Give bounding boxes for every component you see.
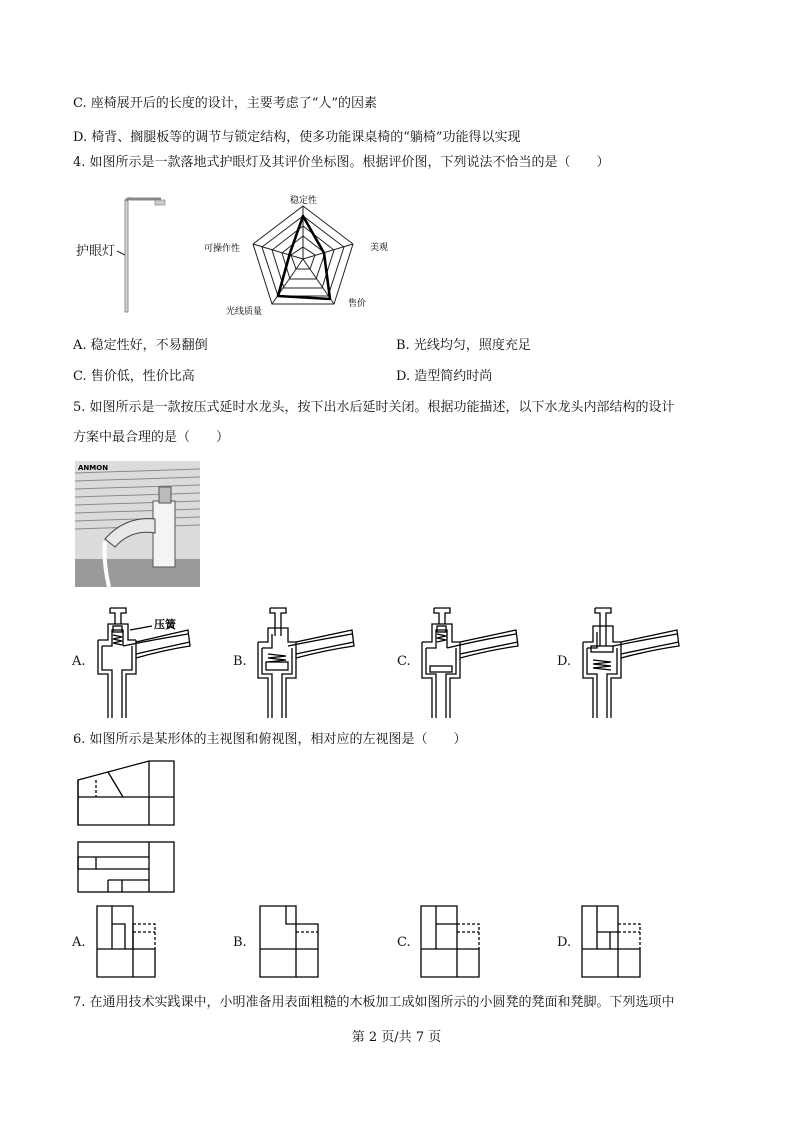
q5-option-a-label: A. bbox=[72, 654, 86, 669]
radar-chart-figure bbox=[200, 193, 400, 318]
q6-main-and-top-views bbox=[76, 758, 176, 894]
page-footer: 第 2 页/共 7 页 bbox=[351, 1030, 442, 1045]
q6-option-d-label: D. bbox=[557, 935, 572, 950]
q6-option-a-diagram bbox=[95, 904, 165, 979]
q4-option-a: A. 稳定性好，不易翻倒 bbox=[73, 338, 208, 353]
q5-option-b-diagram bbox=[252, 606, 362, 718]
radar-axis-price: 售价 bbox=[348, 299, 367, 309]
photo-brand: ANMON bbox=[78, 464, 109, 472]
q5-stem-line2: 方案中最合理的是（ ） bbox=[73, 430, 230, 445]
q6-option-c-label: C. bbox=[397, 935, 411, 950]
q6-option-a-label: A. bbox=[72, 935, 86, 950]
radar-axis-appearance: 美观 bbox=[370, 243, 389, 253]
q4-option-c: C. 售价低，性价比高 bbox=[73, 369, 195, 384]
q6-stem: 6. 如图所示是某形体的主视图和俯视图，相对应的左视图是（ ） bbox=[73, 732, 467, 747]
radar-axis-operability: 可操作性 bbox=[204, 244, 241, 254]
q5-option-c-label: C. bbox=[397, 654, 411, 669]
q5-option-d-diagram bbox=[577, 606, 687, 718]
q4-option-d: D. 造型简约时尚 bbox=[396, 369, 493, 384]
spring-label: 压簧 bbox=[154, 618, 176, 631]
q3-option-c: C. 座椅展开后的长度的设计，主要考虑了“人”的因素 bbox=[73, 96, 378, 111]
radar-axis-stability: 稳定性 bbox=[290, 196, 318, 206]
q6-option-b-label: B. bbox=[233, 935, 247, 950]
q5-option-b-label: B. bbox=[233, 654, 247, 669]
q6-option-d-diagram bbox=[580, 904, 650, 979]
q3-option-d: D. 椅背、搁腿板等的调节与锁定结构，使多功能课桌椅的“躺椅”功能得以实现 bbox=[73, 130, 521, 145]
q4-option-b: B. 光线均匀，照度充足 bbox=[396, 338, 531, 353]
faucet-photo bbox=[75, 461, 200, 587]
q4-stem: 4. 如图所示是一款落地式护眼灯及其评价坐标图。根据评价图，下列说法不恰当的是（ ） bbox=[73, 155, 610, 170]
q5-option-a-diagram bbox=[92, 606, 220, 718]
lamp-label: 护眼灯 bbox=[76, 244, 116, 259]
radar-axis-light-quality: 光线质量 bbox=[226, 307, 263, 317]
q5-stem-line1: 5. 如图所示是一款按压式延时水龙头，按下出水后延时关闭。根据功能描述，以下水龙头内部结构的设计 bbox=[73, 400, 675, 415]
q7-stem: 7. 在通用技术实践课中，小明准备用表面粗糙的木板加工成如图所示的小圆凳的凳面和凳脚。下列选项中 bbox=[73, 995, 675, 1010]
q6-option-c-diagram bbox=[419, 904, 489, 979]
q6-option-b-diagram bbox=[258, 904, 328, 979]
q5-option-c-diagram bbox=[416, 606, 526, 718]
q5-option-d-label: D. bbox=[557, 654, 572, 669]
